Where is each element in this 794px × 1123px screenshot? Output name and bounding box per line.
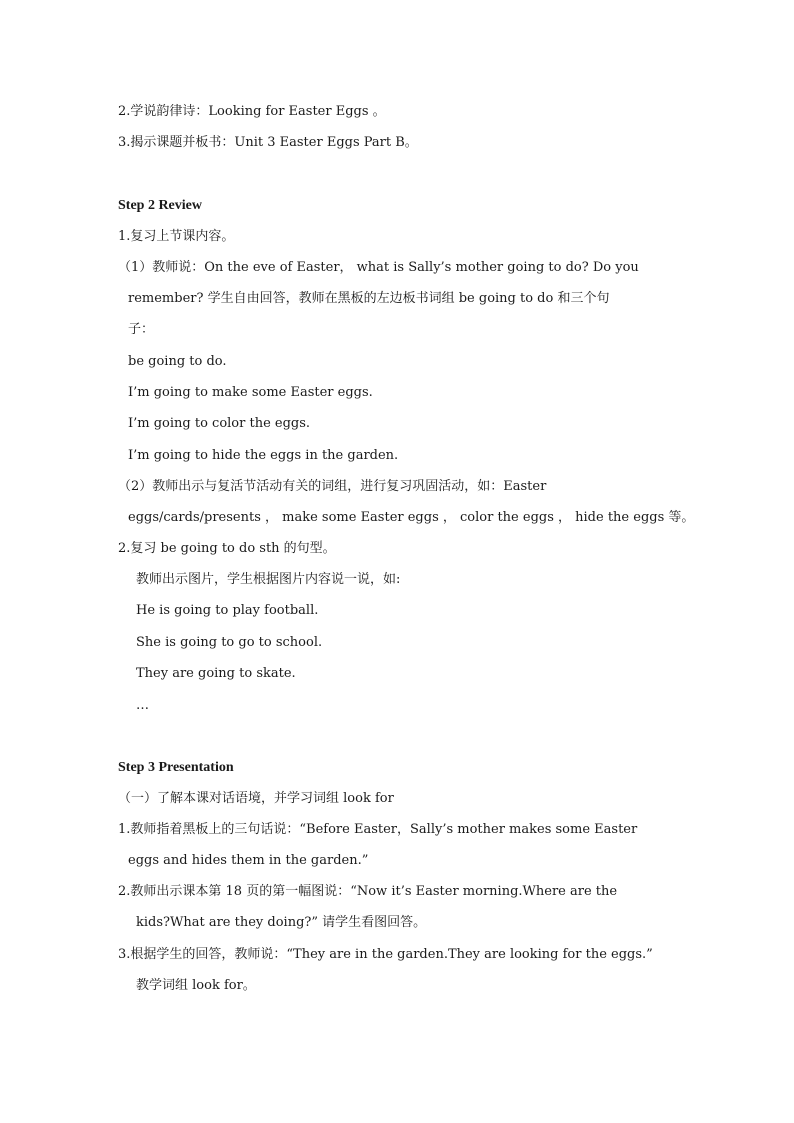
step2-item-1: 1.复习上节课内容。 [118,229,235,244]
step2-example-3: I’m going to color the eggs. [128,416,311,431]
step2-item-1b-line2: eggs/cards/presents ， make some Easter eggs ， color the eggs ， hide the eggs 等。 [128,510,695,525]
step2-item-2a: 教师出示图片，学生根据图片内容说一说，如: [136,572,401,587]
step2-heading: Step 2 Review [118,198,202,213]
step3-item-1-line1: 1.教师指着黑板上的三句话说：“Before Easter，Sally’s mother makes some Easter [118,822,638,837]
step2-sentence-1: He is going to play football. [136,603,319,618]
step3-heading: Step 3 Presentation [118,760,234,775]
step2-example-4: I’m going to hide the eggs in the garden. [128,448,399,463]
intro-line-2: 2.学说韵律诗：Looking for Easter Eggs 。 [118,104,386,119]
step2-item-1b-line1: （2）教师出示与复活节活动有关的词组，进行复习巩固活动，如：Easter [118,479,547,494]
step2-sentence-3: They are going to skate. [136,666,296,681]
step2-item-1a-line1: （1）教师说：On the eve of Easter， what is Sally’s mother going to do? Do you [118,260,639,275]
step3-item-3-line2: 教学词组 look for。 [136,978,256,993]
step2-item-1a-line3: 子： [128,322,155,337]
step3-item-2-line1: 2.教师出示课本第 18 页的第一幅图说：“Now it’s Easter morning.Where are the [118,884,618,899]
intro-line-3: 3.揭示课题并板书：Unit 3 Easter Eggs Part B。 [118,135,418,150]
step2-example-2: I’m going to make some Easter eggs. [128,385,373,400]
step3-item-1-line2: eggs and hides them in the garden.” [128,853,369,868]
step3-item-2-line2: kids?What are they doing?” 请学生看图回答。 [136,915,427,930]
step2-sentence-ellipsis: … [136,698,149,713]
step3-subheading: （一）了解本课对话语境，并学习词组 look for [118,791,394,806]
step2-item-1a-line2: remember? 学生自由回答，教师在黑板的左边板书词组 be going to do 和三个句 [128,291,610,306]
step2-sentence-2: She is going to go to school. [136,635,323,650]
step2-item-2: 2.复习 be going to do sth 的句型。 [118,541,336,556]
step3-item-3-line1: 3.根据学生的回答，教师说：“They are in the garden.They are looking for the eggs.” [118,947,653,962]
step2-example-1: be going to do. [128,354,227,369]
